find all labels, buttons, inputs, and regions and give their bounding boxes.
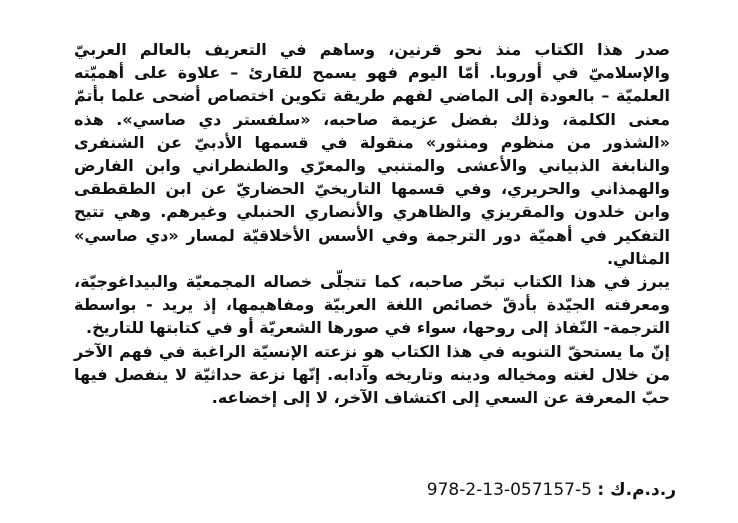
isbn-line	[426, 478, 676, 502]
paragraph-1: صدر هذا الكتاب منذ نحو قرنين، وساهم في التعريف بالعالم العربيّ والإسلاميّ في أوروبا. أمّا اليوم فهو يسمح للقارئ – علاوة على أهميّته العلميّة – بالعودة إلى الماضي لفهم طريقة تكوين اختصاص أضحى علما بأتمّ معنى الكلمة، وذلك بفضل عزيمة صاحبه، «سلفستر دي صاسي». هذه «الشذور من منظوم ومنثور» منقولة في قسمها الأدبيّ عن الشنفرى والنابغة الذبياني والأعشى والمتنبي والمعرّي والطنطراني وابن الفارض والهمذاني والحريري، وفي قسمها التاريخيّ الحضاريّ عن ابن الطقطقى وابن خلدون والمقريزي والظاهري والأنصاري الحنبلي وغيرهم. وهي تتيح التفكير في أهميّة دور الترجمة وفي الأسس الأخلاقيّة لمسار «دي صاسي» المثالي.	[74, 40, 670, 268]
paragraph-2: يبرز في هذا الكتاب تبحّر صاحبه، كما تتجلّى خصاله المجمعيّة والبيداغوجيّة، ومعرفته الجيّدة بأدقّ خصائص اللغة العربيّة ومفاهيمها، إذ يريد - بواسطة الترجمة- النّفاذ إلى روحها، سواء في صورها الشعريّة أو في كتابتها للتاريخ.	[74, 272, 670, 338]
isbn-number: 978-2-13-057157-5	[426, 480, 592, 500]
paragraph-3: إنّ ما يستحقّ التنويه في هذا الكتاب هو نزعته الإنسيّة الراغبة في فهم الآخر من خلال لغته ومخياله ودينه وتاريخه وآدابه. إنّها نزعة حداثيّة لا ينفصل فيها حبّ المعرفة عن السعي إلى اكتشاف الآخر، لا إلى إخضاعه.	[74, 341, 670, 408]
isbn-label: ر.د.م.ك :	[597, 480, 676, 500]
description-text	[74, 38, 670, 409]
